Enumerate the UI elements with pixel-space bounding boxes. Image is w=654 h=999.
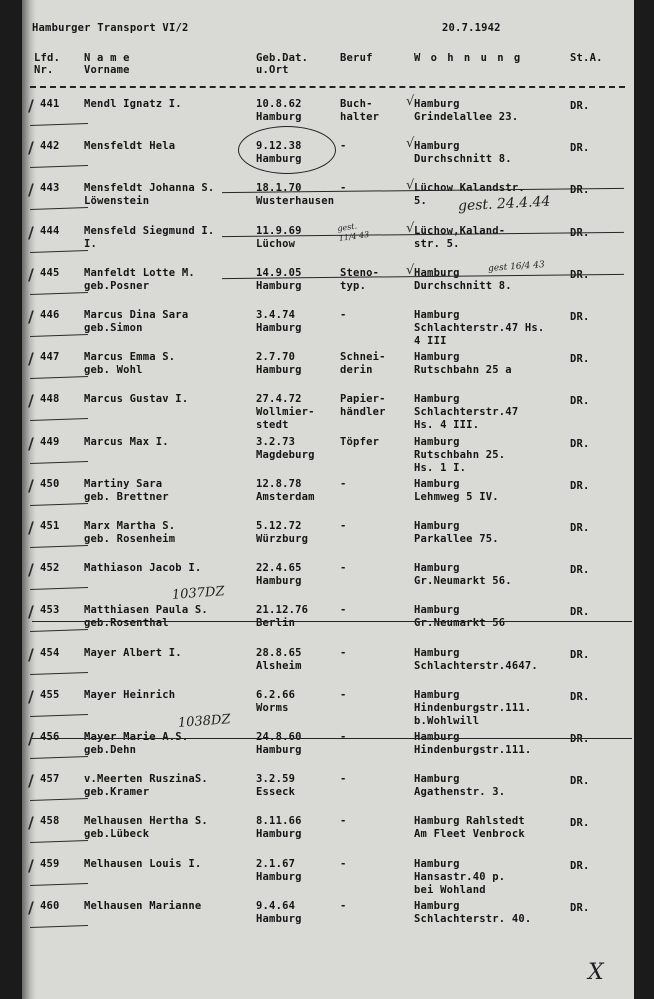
check-mark: √ — [406, 220, 415, 236]
entry-citizenship: DR. — [570, 817, 590, 830]
entry-address-line1: Lüchow,Kaland- — [414, 224, 506, 237]
entry-citizenship: DR. — [570, 648, 590, 661]
entry-number: 445 — [40, 266, 60, 279]
handwritten-note-444: gest. 11/4 43 — [336, 221, 370, 244]
entry-birth-place: Hamburg — [256, 279, 302, 292]
entry-maiden-name: geb.Kramer — [84, 786, 150, 799]
entry-name: Mayer Albert I. — [84, 646, 182, 659]
entry-name: Marcus Gustav I. — [84, 393, 189, 406]
entry-number: 458 — [40, 815, 60, 828]
entry-occupation: - — [340, 309, 347, 321]
entry-address-line1: Hamburg — [414, 731, 460, 743]
entry-address-line1: Hamburg Rahlstedt — [414, 815, 525, 828]
entry-birth-place: Magdeburg — [256, 448, 315, 461]
tick-mark: / — [28, 771, 34, 791]
entry-address-line1: Hamburg — [414, 688, 460, 701]
tick-mark: / — [28, 855, 34, 875]
entry-name: Melhausen Hertha S. — [84, 815, 208, 828]
table-row — [22, 347, 634, 389]
table-row — [22, 685, 634, 727]
number-underline — [30, 587, 88, 590]
number-underline — [30, 672, 88, 675]
entry-address-line2: Schlachterstr.47 — [414, 406, 519, 419]
handwritten-note-443: gest. 24.4.44 — [457, 193, 551, 215]
check-mark: √ — [406, 262, 415, 278]
entry-name: Marx Martha S. — [84, 520, 176, 532]
handwritten-number-456: 1038DZ — [177, 712, 232, 731]
entry-birth-date: 3.2.73 — [256, 435, 296, 448]
entry-birth-date: 6.2.66 — [256, 688, 296, 701]
entry-name: Mayer Marie A.S. — [84, 731, 189, 743]
entry-address-line2: str. 5. — [414, 237, 460, 250]
tick-mark: / — [28, 433, 34, 453]
entry-name: Mayer Heinrich — [84, 688, 176, 701]
tick-mark: / — [28, 602, 34, 622]
entry-birth-date: 8.11.66 — [256, 815, 302, 828]
entry-maiden-name: I. — [84, 237, 98, 250]
tick-mark: / — [28, 180, 34, 200]
entry-number: 442 — [40, 140, 60, 153]
entry-maiden-name: geb. Brettner — [84, 490, 169, 503]
entry-number: 449 — [40, 435, 60, 448]
entry-occupation-line2: typ. — [340, 279, 367, 292]
entry-address-line1: Hamburg — [414, 435, 460, 448]
entry-name: Manfeldt Lotte M. — [84, 266, 195, 279]
entry-number: 453 — [40, 604, 60, 617]
entry-address-line1: Hamburg — [414, 477, 460, 490]
entry-address-line1: Hamburg — [414, 562, 460, 575]
entry-number: 459 — [40, 857, 60, 870]
entry-birth-place-line2: stedt — [256, 419, 289, 432]
entry-address-line1: Hamburg — [414, 140, 460, 153]
entry-citizenship: DR. — [570, 690, 590, 703]
entry-occupation: Schnei- — [340, 351, 386, 364]
entry-birth-place: Hamburg — [256, 364, 302, 377]
entry-occupation: - — [340, 731, 347, 743]
table-row — [22, 854, 634, 896]
entry-occupation: - — [340, 562, 347, 575]
check-mark: √ — [406, 136, 415, 152]
entry-address-line1: Hamburg — [414, 309, 460, 321]
number-underline — [30, 292, 88, 295]
entry-name: Marcus Emma S. — [84, 351, 176, 364]
number-underline — [30, 334, 88, 337]
entry-birth-date: 22.4.65 — [256, 562, 302, 575]
tick-mark: / — [28, 813, 34, 833]
entry-birth-place: Hamburg — [256, 575, 302, 588]
strike-through-line — [32, 738, 632, 739]
entry-maiden-name: geb.Rosenthal — [84, 617, 169, 630]
entry-birth-place: Worms — [256, 701, 289, 714]
entry-occupation: - — [340, 899, 347, 912]
table-row — [22, 811, 634, 853]
entry-occupation: Töpfer — [340, 435, 380, 448]
entry-birth-date: 28.8.65 — [256, 646, 302, 659]
entry-address-line2: Am Fleet Venbrock — [414, 828, 525, 841]
entry-address-line2: Agathenstr. 3. — [414, 786, 506, 799]
entry-number: 451 — [40, 520, 60, 532]
entry-address-line2: Durchschnitt 8. — [414, 279, 512, 292]
entry-number: 457 — [40, 773, 60, 786]
entry-birth-date: 21.12.76 — [256, 604, 309, 617]
entry-occupation-line2: händler — [340, 406, 386, 419]
entry-number: 456 — [40, 731, 60, 743]
entry-citizenship: DR. — [570, 268, 590, 281]
table-row — [22, 94, 634, 136]
entry-address-line1: Hamburg — [414, 351, 460, 364]
entry-address-line1: Hamburg — [414, 773, 460, 786]
number-underline — [30, 503, 88, 506]
entry-birth-place: Würzburg — [256, 533, 309, 545]
entry-citizenship: DR. — [570, 184, 590, 197]
number-underline — [30, 376, 88, 379]
entry-maiden-name: Löwenstein — [84, 195, 150, 208]
number-underline — [30, 207, 88, 210]
transport-title: Hamburger Transport VI/2 — [32, 22, 189, 34]
number-underline — [30, 165, 88, 168]
entry-birth-date: 11.9.69 — [256, 224, 302, 237]
entry-citizenship: DR. — [570, 100, 590, 112]
table-row — [22, 727, 634, 769]
entry-birth-date: 27.4.72 — [256, 393, 302, 406]
table-row — [22, 221, 634, 263]
entry-address-line3: Hs. 1 I. — [414, 461, 467, 474]
entry-name: Mensfeldt Johanna S. — [84, 182, 215, 195]
tick-mark: / — [28, 391, 34, 411]
table-row — [22, 558, 634, 600]
entry-address-line1: Lüchow Kalandstr. — [414, 182, 525, 195]
entry-citizenship: DR. — [570, 353, 590, 366]
table-row — [22, 432, 634, 474]
entry-birth-date: 9.12.38 — [256, 140, 302, 153]
entry-address-line1: Hamburg — [414, 899, 460, 912]
entry-citizenship: DR. — [570, 226, 590, 239]
number-underline — [30, 545, 88, 548]
entry-address-line2: Schlachterstr.4647. — [414, 659, 538, 672]
entry-name: Martiny Sara — [84, 477, 163, 490]
entry-number: 460 — [40, 899, 60, 912]
column-header-geb: Geb.Dat. u.Ort — [256, 52, 309, 76]
entry-occupation: Steno- — [340, 266, 380, 279]
table-row — [22, 896, 634, 938]
entry-birth-place: Amsterdam — [256, 490, 315, 503]
entry-address-line1: Hamburg — [414, 520, 460, 532]
entry-citizenship: DR. — [570, 142, 590, 155]
entry-maiden-name: geb.Dehn — [84, 744, 137, 756]
entry-number: 446 — [40, 309, 60, 321]
entry-number: 443 — [40, 182, 60, 195]
entry-citizenship: DR. — [570, 564, 590, 577]
column-header-name: N a m e Vorname — [84, 52, 130, 76]
entry-address-line1: Hamburg — [414, 98, 460, 110]
table-row — [22, 516, 634, 558]
tick-mark: / — [28, 644, 34, 664]
entry-address-line2: Durchschnitt 8. — [414, 153, 512, 166]
entry-address-line2: Schlachterstr.47 Hs. — [414, 322, 545, 334]
number-underline — [30, 250, 88, 253]
entry-address-line3: bei Wohland — [414, 883, 486, 896]
number-underline — [30, 883, 88, 886]
column-header-wohnung: W o h n u n g — [414, 52, 523, 64]
column-header-sta: St.A. — [570, 52, 603, 64]
column-header-lfd-nr: Lfd. Nr. — [34, 52, 61, 76]
entry-maiden-name: geb. Wohl — [84, 364, 143, 377]
entry-address-line1: Hamburg — [414, 646, 460, 659]
number-underline — [30, 925, 88, 928]
entry-birth-place: Wusterhausen — [256, 195, 335, 208]
document-page — [22, 0, 634, 999]
entry-address-line2: Schlachterstr. 40. — [414, 912, 532, 925]
entry-name: Mensfeld Siegmund I. — [84, 224, 215, 237]
entry-number: 454 — [40, 646, 60, 659]
entry-citizenship: DR. — [570, 395, 590, 408]
entry-address-line2: Rutschbahn 25. — [414, 448, 506, 461]
entry-birth-date: 2.7.70 — [256, 351, 296, 364]
table-row — [22, 305, 634, 347]
tick-mark: / — [28, 264, 34, 284]
number-underline — [30, 756, 88, 759]
handwritten-number-453: 1037DZ — [171, 584, 226, 603]
entry-maiden-name: geb. Rosenheim — [84, 533, 176, 545]
number-underline — [30, 840, 88, 843]
entry-occupation: - — [340, 773, 347, 786]
entry-number: 455 — [40, 688, 60, 701]
entry-occupation: - — [340, 815, 347, 828]
table-row — [22, 389, 634, 431]
number-underline — [30, 629, 88, 632]
entry-occupation: - — [340, 646, 347, 659]
entry-birth-place: Wollmier- — [256, 406, 315, 419]
entry-address-line3: Hs. 4 III. — [414, 419, 480, 432]
entry-number: 441 — [40, 98, 60, 110]
entry-occupation: - — [340, 688, 347, 701]
entry-citizenship: DR. — [570, 606, 590, 619]
corner-x-mark: X — [588, 960, 604, 985]
tick-mark: / — [28, 307, 34, 326]
entry-citizenship: DR. — [570, 311, 590, 323]
number-underline — [30, 123, 88, 126]
entry-occupation: - — [340, 477, 347, 490]
entry-birth-date: 24.8.60 — [256, 731, 302, 743]
entry-citizenship: DR. — [570, 479, 590, 492]
tick-mark: / — [28, 138, 34, 158]
number-underline — [30, 418, 88, 421]
entry-birth-place: Hamburg — [256, 111, 302, 123]
entry-occupation: - — [340, 140, 347, 153]
tick-mark: / — [28, 518, 34, 537]
entry-citizenship: DR. — [570, 775, 590, 788]
entry-birth-date: 9.4.64 — [256, 899, 296, 912]
date-circle-mark — [238, 126, 336, 174]
tick-mark: / — [28, 897, 34, 917]
entry-citizenship: DR. — [570, 437, 590, 450]
entry-birth-date: 14.9.05 — [256, 266, 302, 279]
entry-occupation-line2: derin — [340, 364, 373, 377]
entry-maiden-name: geb.Lübeck — [84, 828, 150, 841]
entry-address-line1: Hamburg — [414, 266, 460, 279]
entry-number: 444 — [40, 224, 60, 237]
entry-number: 448 — [40, 393, 60, 406]
entry-number: 447 — [40, 351, 60, 364]
entry-name: Melhausen Marianne — [84, 899, 202, 912]
entry-birth-place: Hamburg — [256, 744, 302, 756]
entry-address-line2: Lehmweg 5 IV. — [414, 490, 499, 503]
entry-name: Marcus Dina Sara — [84, 309, 189, 321]
entry-name: Marcus Max I. — [84, 435, 169, 448]
entry-occupation: - — [340, 182, 347, 195]
entry-name: Mendl Ignatz I. — [84, 98, 182, 110]
tick-mark: / — [28, 686, 34, 706]
entry-occupation: - — [340, 604, 347, 617]
entry-birth-date: 3.4.74 — [256, 309, 296, 321]
entry-address-line2: Gr.Neumarkt 56. — [414, 575, 512, 588]
strike-through-line — [32, 621, 632, 622]
handwritten-note-445: gest 16/4 43 — [487, 260, 545, 274]
entry-occupation: Papier- — [340, 393, 386, 406]
tick-mark: / — [28, 349, 34, 369]
entry-occupation: Buch- — [340, 98, 373, 110]
entry-address-line2: Parkallee 75. — [414, 533, 499, 545]
table-row — [22, 769, 634, 811]
entry-occupation: - — [340, 520, 347, 532]
tick-mark: / — [28, 560, 34, 580]
tick-mark: / — [28, 96, 34, 115]
entry-birth-place: Hamburg — [256, 153, 302, 166]
entry-address-line2: Hindenburgstr.111. — [414, 744, 532, 756]
entry-birth-place: Hamburg — [256, 912, 302, 925]
number-underline — [30, 798, 88, 801]
check-mark: √ — [406, 94, 415, 109]
tick-mark: / — [28, 475, 34, 495]
table-row — [22, 643, 634, 685]
entry-number: 450 — [40, 477, 60, 490]
entry-birth-place: Hamburg — [256, 870, 302, 883]
tick-mark: / — [28, 729, 34, 748]
transport-date: 20.7.1942 — [442, 22, 501, 34]
entry-maiden-name: geb.Simon — [84, 322, 143, 334]
entry-citizenship: DR. — [570, 859, 590, 872]
entry-name: Matthiasen Paula S. — [84, 604, 208, 617]
entry-number: 452 — [40, 562, 60, 575]
entry-address-line1: Hamburg — [414, 857, 460, 870]
entry-name: Melhausen Louis I. — [84, 857, 202, 870]
entry-birth-date: 10.8.62 — [256, 98, 302, 110]
entry-address-line2: Rutschbahn 25 a — [414, 364, 512, 377]
entry-birth-date: 12.8.78 — [256, 477, 302, 490]
entry-name: Mathiason Jacob I. — [84, 562, 202, 575]
header-divider — [30, 86, 625, 88]
entry-birth-date: 2.1.67 — [256, 857, 296, 870]
entry-address-line2: Gr.Neumarkt 56 — [414, 617, 506, 630]
entry-occupation: - — [340, 857, 347, 870]
entry-birth-place: Hamburg — [256, 322, 302, 334]
entry-address-line1: Hamburg — [414, 604, 460, 617]
entry-birth-date: 18.1.70 — [256, 182, 302, 195]
entry-maiden-name: geb.Posner — [84, 279, 150, 292]
column-header-beruf: Beruf — [340, 52, 373, 64]
entry-address-line1: Hamburg — [414, 393, 460, 406]
tick-mark: / — [28, 222, 34, 242]
entry-citizenship: DR. — [570, 901, 590, 914]
entry-address-line2: Hindenburgstr.111. — [414, 701, 532, 714]
entry-birth-date: 3.2.59 — [256, 773, 296, 786]
entry-birth-place: Lüchow — [256, 237, 296, 250]
check-mark: √ — [406, 178, 415, 194]
number-underline — [30, 461, 88, 464]
entry-birth-place: Alsheim — [256, 659, 302, 672]
entry-address-line2: Hansastr.40 p. — [414, 870, 506, 883]
entry-address-line2: Grindelallee 23. — [414, 111, 519, 123]
entry-birth-place: Hamburg — [256, 828, 302, 841]
entry-birth-date: 5.12.72 — [256, 520, 302, 532]
entry-address-line3: 4 III — [414, 335, 447, 347]
entry-address-line2: 5. — [414, 195, 428, 208]
entry-citizenship: DR. — [570, 733, 590, 745]
entry-occupation-line2: halter — [340, 111, 380, 123]
entry-address-line3: b.Wohlwill — [414, 714, 480, 727]
entry-birth-place: Esseck — [256, 786, 296, 799]
entry-name: Mensfeldt Hela — [84, 140, 176, 153]
entry-birth-place: Berlin — [256, 617, 296, 630]
number-underline — [30, 714, 88, 717]
entry-name: v.Meerten RuszinaS. — [84, 773, 208, 786]
table-row — [22, 474, 634, 516]
entry-citizenship: DR. — [570, 522, 590, 534]
